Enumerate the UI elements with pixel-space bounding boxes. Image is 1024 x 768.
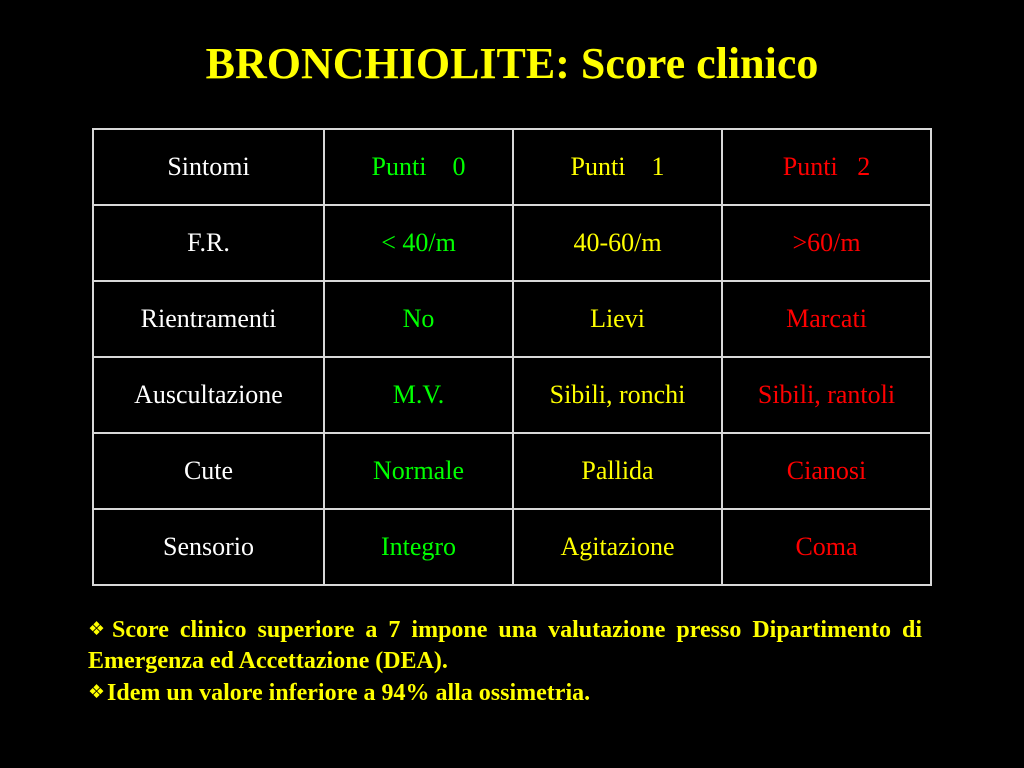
score-1-cell: Agitazione xyxy=(513,509,722,585)
table-row xyxy=(93,509,931,585)
header-score-2: Punti 2 xyxy=(722,129,931,205)
score-2-cell: Cianosi xyxy=(722,433,931,509)
score-2-cell: >60/m xyxy=(722,205,931,281)
notes-block xyxy=(88,614,922,709)
diamond-bullet-icon: ❖ xyxy=(88,618,111,640)
score-1-cell: 40-60/m xyxy=(513,205,722,281)
table-row xyxy=(93,357,931,433)
score-0-cell: Normale xyxy=(324,433,513,509)
header-score-0: Punti 0 xyxy=(324,129,513,205)
table-row xyxy=(93,205,931,281)
header-score-1: Punti 1 xyxy=(513,129,722,205)
note-text: Idem un valore inferiore a 94% alla ossimetria. xyxy=(107,680,591,706)
score-table-container xyxy=(92,128,922,586)
note-item xyxy=(88,614,922,677)
table-row xyxy=(93,433,931,509)
score-0-cell: < 40/m xyxy=(324,205,513,281)
score-1-cell: Lievi xyxy=(513,281,722,357)
row-label: Auscultazione xyxy=(93,357,324,433)
slide-title: BRONCHIOLITE: Score clinico xyxy=(205,39,819,88)
score-0-cell: No xyxy=(324,281,513,357)
row-label: Cute xyxy=(93,433,324,509)
row-label: Sensorio xyxy=(93,509,324,585)
score-0-cell: Integro xyxy=(324,509,513,585)
score-table xyxy=(92,128,932,586)
table-header-row xyxy=(93,129,931,205)
score-2-cell: Coma xyxy=(722,509,931,585)
score-1-cell: Pallida xyxy=(513,433,722,509)
header-symptoms: Sintomi xyxy=(93,129,324,205)
score-1-cell: Sibili, ronchi xyxy=(513,357,722,433)
note-item xyxy=(88,677,922,709)
score-2-cell: Marcati xyxy=(722,281,931,357)
note-text: Score clinico superiore a 7 impone una valutazione presso Dipartimento di Emergenza ed Accettazione (DEA). xyxy=(88,617,922,674)
diamond-bullet-icon: ❖ xyxy=(88,681,106,703)
score-0-cell: M.V. xyxy=(324,357,513,433)
score-2-cell: Sibili, rantoli xyxy=(722,357,931,433)
row-label: Rientramenti xyxy=(93,281,324,357)
row-label: F.R. xyxy=(93,205,324,281)
table-row xyxy=(93,281,931,357)
